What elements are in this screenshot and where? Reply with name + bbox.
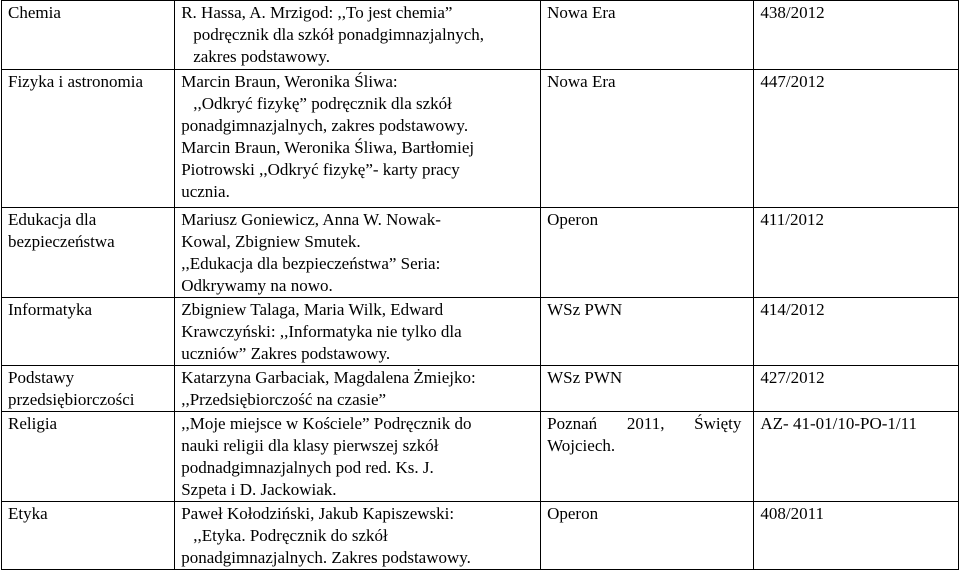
subject-cell: Etyka <box>2 502 175 570</box>
table-row <box>2 1 959 70</box>
approval-number-cell: 408/2011 <box>754 502 959 570</box>
subject-cell: Informatyka <box>2 298 175 366</box>
approval-number-cell: 411/2012 <box>754 208 959 298</box>
publisher-cell: Nowa Era <box>541 1 754 70</box>
book-cell: Katarzyna Garbaciak, Magdalena Żmiejko: ,,Przedsiębiorczość na czasie” <box>175 366 541 412</box>
textbook-table <box>1 0 959 570</box>
publisher-cell: WSz PWN <box>541 366 754 412</box>
subject-cell: Religia <box>2 412 175 502</box>
book-cell: Mariusz Goniewicz, Anna W. Nowak- Kowal, Zbigniew Smutek. ,,Edukacja dla bezpieczeństwa” Seria: Odkrywamy na nowo. <box>175 208 541 298</box>
book-cell: ,,Moje miejsce w Kościele” Podręcznik do nauki religii dla klasy pierwszej szkół podnadgimnazjalnych pod red. Ks. J. Szpeta i D. Jackowiak. <box>175 412 541 502</box>
approval-number-cell: AZ- 41-01/10-PO-1/11 <box>754 412 959 502</box>
approval-number-cell: 414/2012 <box>754 298 959 366</box>
table-row <box>2 502 959 570</box>
book-cell: Zbigniew Talaga, Maria Wilk, Edward Krawczyński: ,,Informatyka nie tylko dla uczniów” Zakres podstawowy. <box>175 298 541 366</box>
table-row <box>2 208 959 298</box>
publisher-cell: Nowa Era <box>541 70 754 208</box>
book-cell: R. Hassa, A. Mrzigod: ,,To jest chemia” podręcznik dla szkół ponadgimnazjalnych, zakres podstawowy. <box>175 1 541 70</box>
subject-cell: Fizyka i astronomia <box>2 70 175 208</box>
subject-cell: Chemia <box>2 1 175 70</box>
publisher-line-1: Poznań 2011, Święty <box>547 414 742 433</box>
book-cell: Paweł Kołodziński, Jakub Kapiszewski: ,,Etyka. Podręcznik do szkół ponadgimnazjalnych. Zakres podstawowy. <box>175 502 541 570</box>
table-row <box>2 298 959 366</box>
book-cell: Marcin Braun, Weronika Śliwa: ,,Odkryć fizykę” podręcznik dla szkół ponadgimnazjalnych, zakres podstawowy. Marcin Braun, Weronika Śliwa, Bartłomiej Piotrowski ,,Odkryć fizykę”- karty pracy ucznia. <box>175 70 541 208</box>
publisher-cell: WSz PWN <box>541 298 754 366</box>
table-row <box>2 366 959 412</box>
approval-number-cell: 438/2012 <box>754 1 959 70</box>
table-row <box>2 70 959 208</box>
publisher-cell: Poznań 2011, Święty Wojciech. <box>541 412 754 502</box>
table-row <box>2 412 959 502</box>
publisher-cell: Operon <box>541 208 754 298</box>
subject-cell: Podstawy przedsiębiorczości <box>2 366 175 412</box>
subject-cell: Edukacja dla bezpieczeństwa <box>2 208 175 298</box>
publisher-cell: Operon <box>541 502 754 570</box>
approval-number-cell: 447/2012 <box>754 70 959 208</box>
approval-number-cell: 427/2012 <box>754 366 959 412</box>
